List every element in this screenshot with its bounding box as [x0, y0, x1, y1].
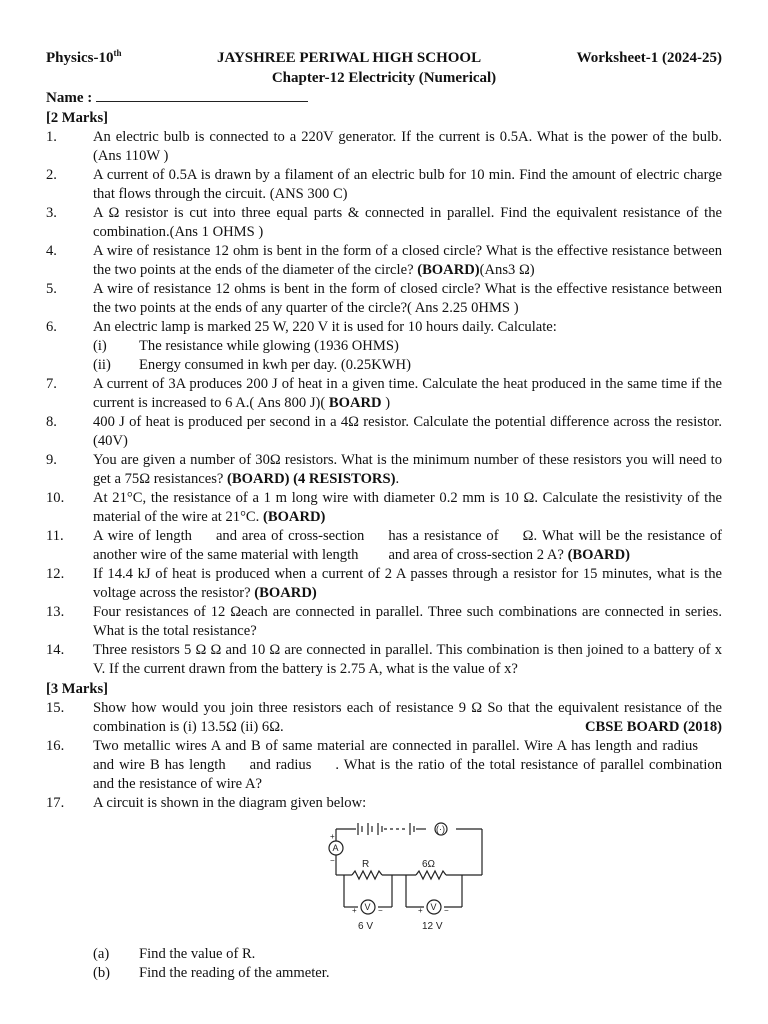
question-1: 1. An electric bulb is connected to a 220V generator. If the current is 0.5A. What is the power of the bulb. (Ans 110W ) — [46, 129, 722, 164]
question-15: 15. Show how would you join three resistors each of resistance 9 Ω So that the equivalent resistance of the combination is (i) 13.5Ω (ii) 6Ω. CBSE BOARD (2018) — [46, 700, 722, 735]
question-11: 11. A wire of length and area of cross-section has a resistance of Ω. What will be the resistance of another wire of the same material with length and area of cross-section 2 A? (BOARD) — [46, 528, 722, 563]
ammeter-minus: − — [330, 856, 335, 865]
question-12: 12. If 14.4 kJ of heat is produced when a current of 2 A passes through a resistor for 15 minutes, what is the voltage across the resistor? (BOARD) — [46, 566, 722, 601]
question-17-part-b: (b) Find the reading of the ammeter. — [93, 965, 330, 981]
chapter-title: Chapter-12 Electricity (Numerical) — [271, 70, 497, 86]
section-two-marks: [2 Marks] — [46, 110, 109, 126]
question-6-part-ii: (ii) Energy consumed in kwh per day. (0.25KWH) — [93, 357, 411, 373]
voltage-6v-label: 6 V — [358, 921, 374, 932]
voltmeter-1-plus: + — [352, 906, 357, 915]
question-17-part-a: (a) Find the value of R. — [93, 946, 256, 962]
voltmeter-1-label: V — [364, 902, 371, 912]
key-label: (·) — [436, 824, 445, 834]
ammeter-plus: + — [330, 832, 335, 841]
voltmeter-1-minus: − — [378, 906, 383, 915]
question-2: 2. A current of 0.5A is drawn by a filament of an electric bulb for 10 min. Find the amount of electric charge that flows through the circuit. (ANS 300 C) — [46, 167, 722, 202]
school-name: JAYSHREE PERIWAL HIGH SCHOOL — [217, 50, 482, 66]
resistor-6ohm-label: 6Ω — [422, 859, 436, 870]
question-3: 3. A Ω resistor is cut into three equal parts & connected in parallel. Find the equivalent resistance of the combination.(Ans 1 OHMS ) — [46, 205, 722, 240]
question-7: 7. A current of 3A produces 200 J of heat in a given time. Calculate the heat produced in the same time if the current is increased to 6 A.( Ans 800 J)( BOARD ) — [46, 376, 722, 411]
class-label: Physics-10th — [46, 48, 122, 66]
question-5: 5. A wire of resistance 12 ohms is bent in the form of closed circle? What is the effective resistance between the two points at the ends of any quarter of the circle?( Ans 2.25 0HMS ) — [46, 281, 722, 316]
voltage-12v-label: 12 V — [422, 921, 443, 932]
voltmeter-2-plus: + — [418, 906, 423, 915]
ammeter-label: A — [332, 843, 339, 853]
question-6: 6. An electric lamp is marked 25 W, 220 V it is used for 10 hours daily. Calculate: — [46, 319, 557, 335]
question-14: 14. Three resistors 5 Ω Ω and 10 Ω are connected in parallel. This combination is then joined to a battery of x V. If the current drawn from the battery is 2.75 A, what is the value of x? — [46, 642, 722, 677]
question-13: 13. Four resistances of 12 Ωeach are connected in parallel. Three such combinations are connected in series. What is the total resistance? — [46, 604, 722, 639]
question-16: 16. Two metallic wires A and B of same material are connected in parallel. Wire A has length and radiusand wire B has length and radius . What is the ratio of the total resistance of parallel combination and the resistance of wire A? — [46, 738, 723, 792]
question-6-part-i: (i) The resistance while glowing (1936 OHMS) — [93, 338, 399, 354]
question-17: 17. A circuit is shown in the diagram given below: — [46, 795, 367, 811]
worksheet-label: Worksheet-1 (2024-25) — [576, 50, 722, 66]
question-8: 8. 400 J of heat is produced per second in a 4Ω resistor. Calculate the potential difference across the resistor.(40V) — [46, 414, 722, 449]
section-three-marks: [3 Marks] — [46, 681, 109, 697]
header-row — [46, 44, 722, 68]
question-4: 4. A wire of resistance 12 ohm is bent in the form of a closed circle? What is the effective resistance between the two points at the ends of the diameter of the circle? (BOARD)(Ans3 Ω) — [46, 243, 722, 278]
question-9: 9. You are given a number of 30Ω resistors. What is the minimum number of these resistors you will need to get a 75Ω resistances? (BOARD) (4 RESISTORS). — [46, 452, 722, 487]
question-10: 10. At 21°C, the resistance of a 1 m long wire with diameter 0.2 mm is 10 Ω. Calculate the resistivity of the material of the wire at 21°C. (BOARD) — [46, 490, 722, 525]
voltmeter-2-label: V — [430, 902, 437, 912]
name-field: Name : — [46, 89, 722, 108]
name-underline — [96, 89, 308, 102]
circuit-diagram — [316, 819, 496, 937]
resistor-r-label: R — [362, 859, 370, 870]
voltmeter-2-minus: − — [444, 906, 449, 915]
